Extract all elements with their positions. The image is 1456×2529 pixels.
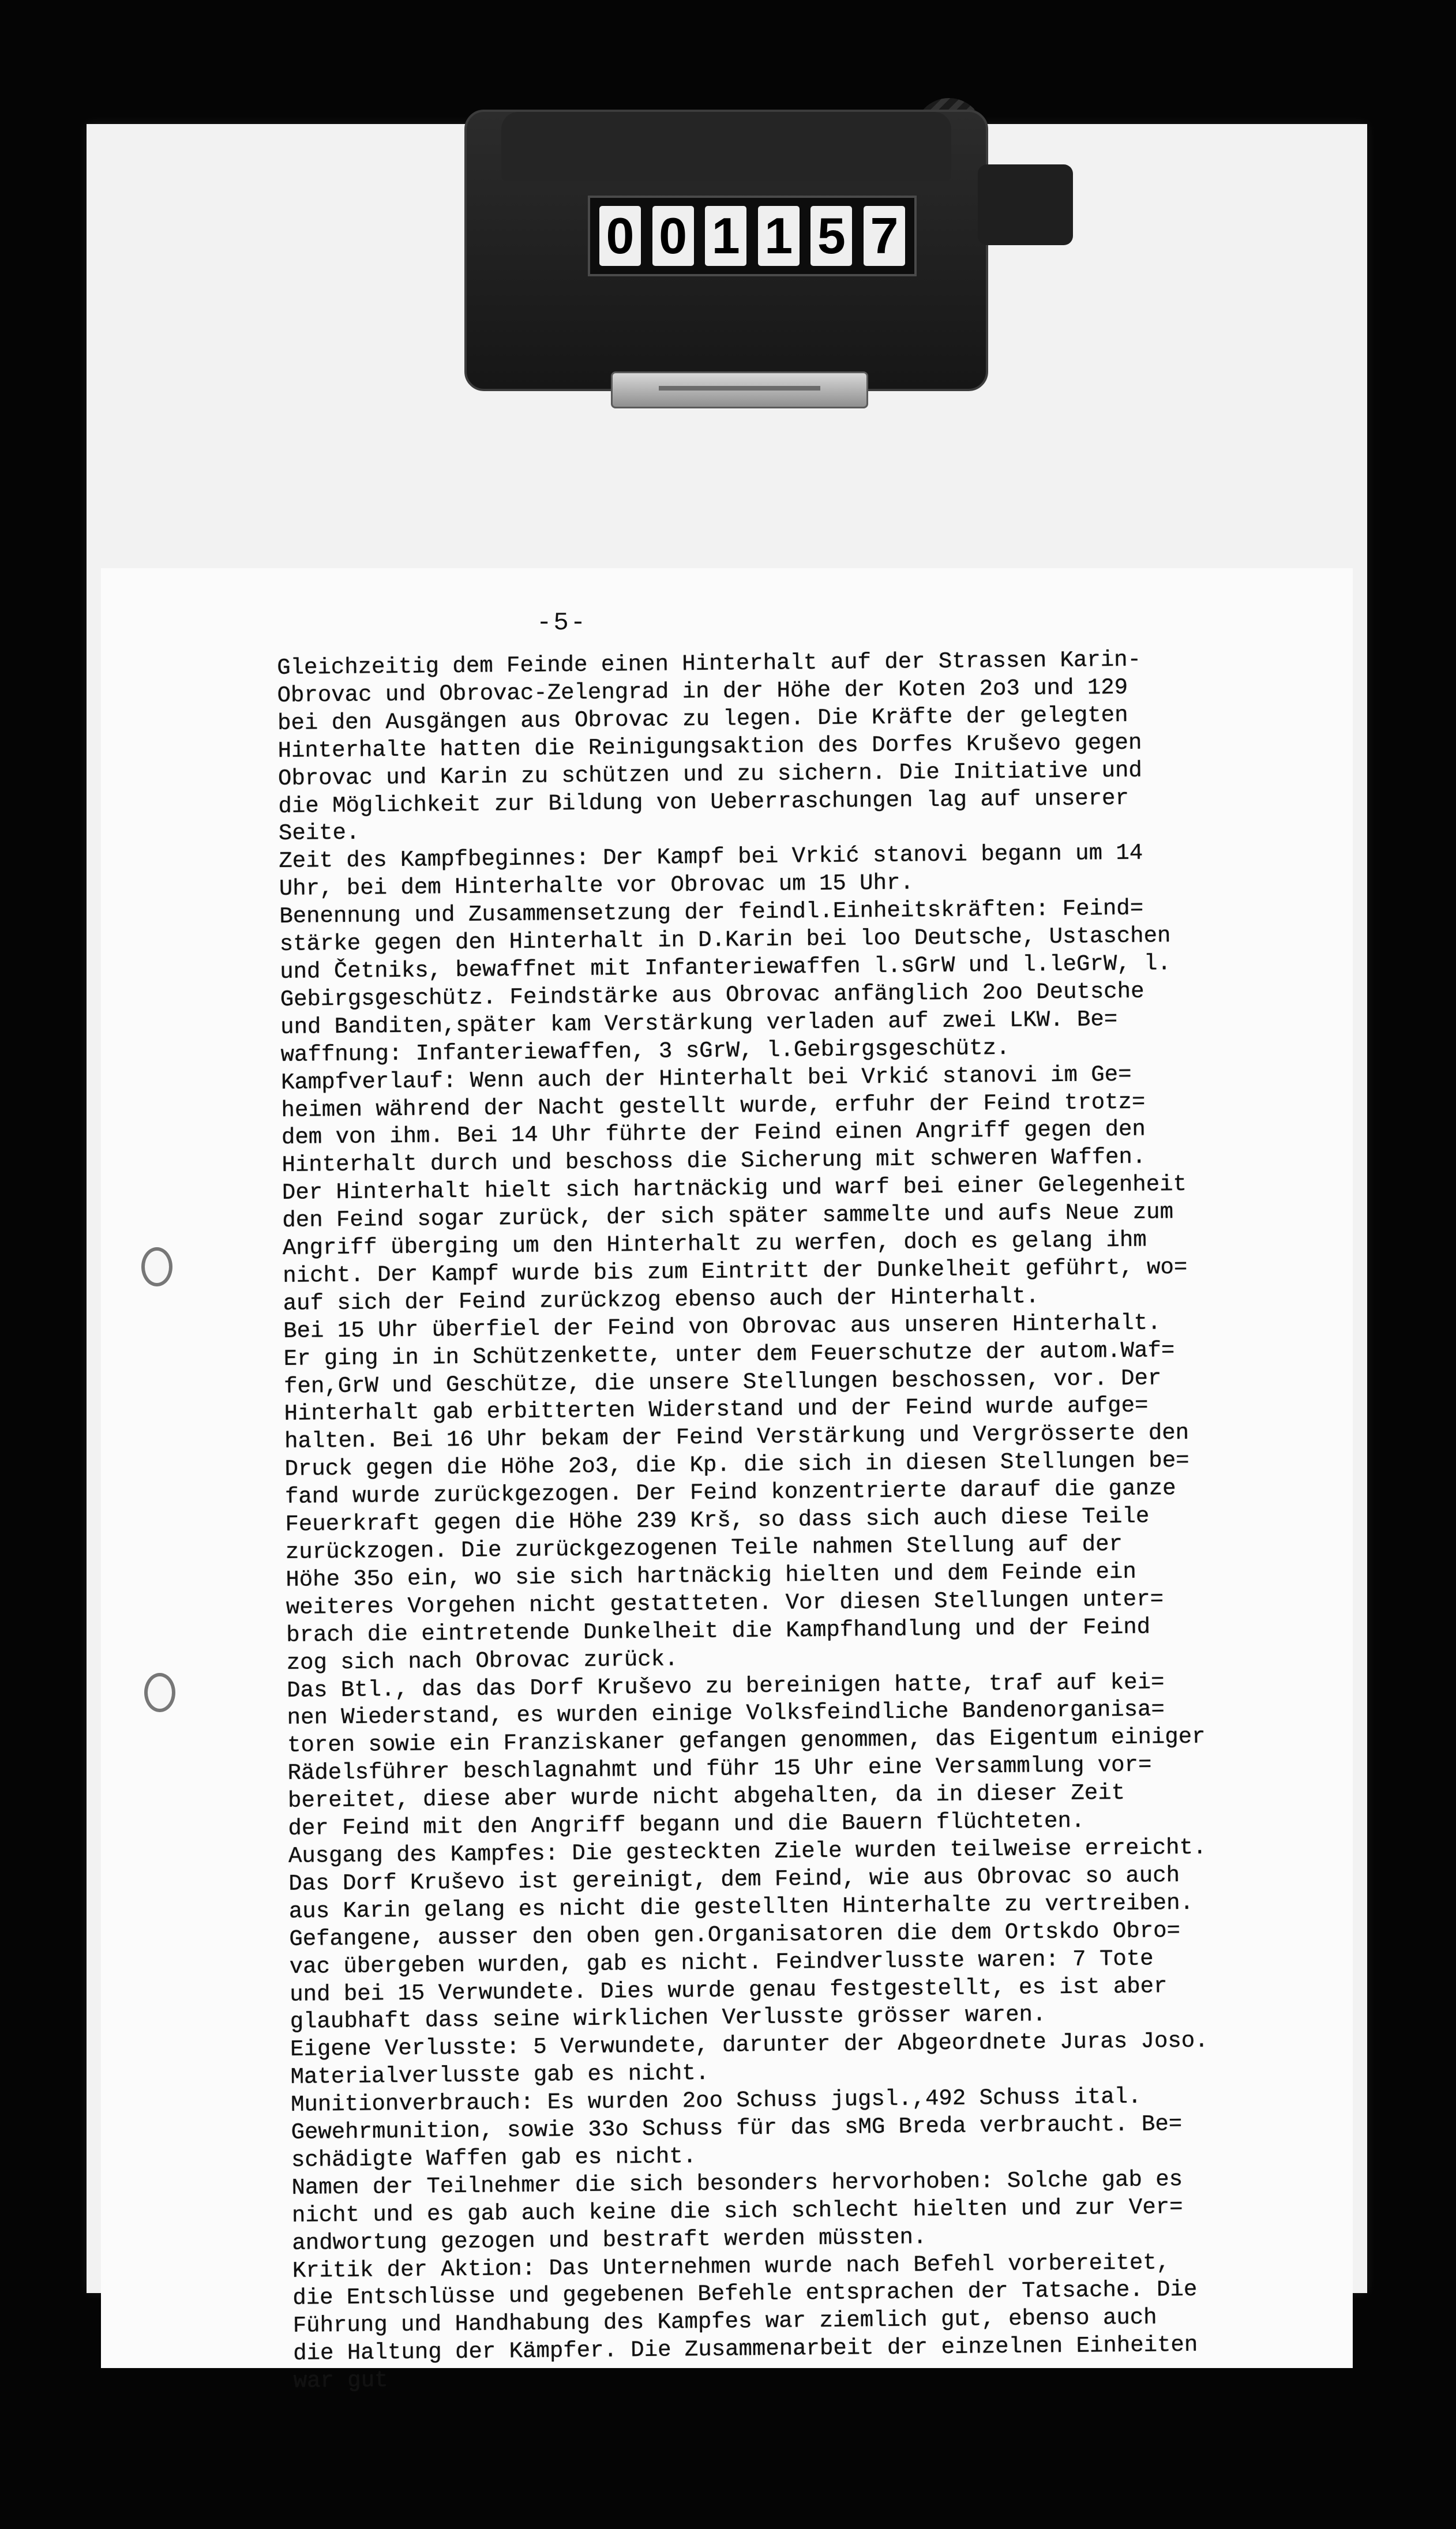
- text-line: Rädelsführer beschlagnahmt und führ 15 Uhr eine Versammlung vor=: [287, 1752, 1152, 1787]
- frame-counter-device: [464, 63, 1070, 404]
- counter-digit: 5: [810, 206, 852, 266]
- text-line: Uhr, bei dem Hinterhalte vor Obrovac um 15 Uhr.: [279, 870, 914, 902]
- text-line: Kritik der Aktion: Das Unternehmen wurde nach Befehl vorbereitet,: [292, 2249, 1170, 2284]
- text-line: Gleichzeitig dem Feinde einen Hinterhalt auf der Strassen Karin-: [277, 647, 1142, 681]
- counter-nameplate: [611, 372, 868, 408]
- page-number: -5-: [536, 609, 588, 637]
- text-line: schädigte Waffen gab es nicht.: [291, 2144, 697, 2173]
- text-line: weiteres Vorgehen nicht gestatteten. Vor diesen Stellungen unter=: [286, 1586, 1164, 1620]
- text-line: Gebirgsgeschütz. Feindstärke aus Obrovac anfänglich 2oo Deutsche: [280, 978, 1144, 1012]
- text-line: stärke gegen den Hinterhalt in D.Karin bei loo Deutsche, Ustaschen: [279, 923, 1171, 958]
- counter-digit: 0: [599, 206, 641, 266]
- text-line: und Banditen,später kam Verstärkung verladen auf zwei LKW. Be=: [280, 1006, 1118, 1040]
- text-line: Obrovac und Karin zu schützen und zu sichern. Die Initiative und: [277, 757, 1143, 791]
- counter-reset-knob: [978, 164, 1073, 245]
- text-line: auf sich der Feind zurückzog ebenso auch der Hinterhalt.: [283, 1284, 1040, 1316]
- typed-report-text: [277, 644, 1378, 2396]
- text-line: Der Hinterhalt hielt sich hartnäckig und warf bei einer Gelegenheit: [282, 1172, 1187, 1206]
- text-line: Führung und Handhabung des Kampfes war ziemlich gut, ebenso auch: [292, 2305, 1157, 2339]
- text-line: war gut: [293, 2367, 388, 2395]
- text-line: Angriff überging um den Hinterhalt zu werfen, doch es gelang ihm: [282, 1227, 1147, 1261]
- text-line: glaubhaft dass seine wirklichen Verlusste grösser waren.: [290, 2002, 1046, 2035]
- text-line: Seite.: [278, 820, 360, 847]
- text-line: Munitionverbrauch: Es wurden 2oo Schuss jugsl.,492 Schuss ital.: [290, 2084, 1142, 2118]
- punch-hole: [144, 1673, 175, 1712]
- text-line: Zeit des Kampfbeginnes: Der Kampf bei Vrkić stanovi begann um 14: [279, 840, 1143, 875]
- text-line: Benennung und Zusammensetzung der feindl.Einheitskräften: Feind=: [279, 895, 1144, 930]
- text-line: fand wurde zurückgezogen. Der Feind konzentrierte darauf die ganze: [284, 1476, 1176, 1510]
- text-line: aus Karin gelang es nicht die gestellten Hinterhalte zu vertreiben.: [288, 1890, 1194, 1924]
- text-line: Feuerkraft gegen die Höhe 239 Krš, so dass sich auch diese Teile: [285, 1503, 1150, 1538]
- text-line: dem von ihm. Bei 14 Uhr führte der Feind einen Angriff gegen den: [281, 1116, 1146, 1151]
- text-line: die Möglichkeit zur Bildung von Ueberraschungen lag auf unserer: [278, 785, 1129, 819]
- counter-digit: 0: [652, 206, 694, 266]
- text-line: Materialverlusste gab es nicht.: [290, 2061, 710, 2091]
- text-line: heimen während der Nacht gestellt wurde, erfuhr der Feind trotz=: [281, 1089, 1146, 1123]
- text-line: Hinterhalte hatten die Reinigungsaktion des Dorfes Kruševo gegen: [277, 730, 1142, 764]
- text-line: bereitet, diese aber wurde nicht abgehalten, da in dieser Zeit: [287, 1780, 1125, 1814]
- text-line: der Feind mit den Angriff begann und die Bauern flüchteten.: [288, 1808, 1085, 1841]
- counter-digit-window: [588, 196, 917, 276]
- text-line: bei den Ausgängen aus Obrovac zu legen. Die Kräfte der gelegten: [277, 702, 1128, 736]
- text-line: Das Dorf Kruševo ist gereinigt, dem Feind, wie aus Obrovac so auch: [288, 1862, 1180, 1897]
- text-line: zog sich nach Obrovac zurück.: [286, 1646, 678, 1676]
- text-line: waffnung: Infanteriewaffen, 3 sGrW, l.Gebirgsgeschütz.: [280, 1035, 1010, 1068]
- text-line: andwortung gezogen und bestraft werden müssten.: [292, 2224, 927, 2256]
- text-line: toren sowie ein Franziskaner gefangen genommen, das Eigentum einiger: [287, 1724, 1206, 1759]
- text-line: und bei 15 Verwundete. Dies wurde genau festgestellt, es ist aber: [290, 1973, 1168, 2008]
- text-line: Ausgang des Kampfes: Die gesteckten Ziele wurden teilweise erreicht.: [288, 1834, 1207, 1869]
- text-line: Namen der Teilnehmer die sich besonders hervorhoben: Solche gab es: [291, 2166, 1183, 2201]
- text-line: halten. Bei 16 Uhr bekam der Feind Verstärkung und Vergrösserte den: [284, 1420, 1189, 1455]
- counter-body: [464, 110, 988, 391]
- text-line: Er ging in in Schützenkette, unter dem Feuerschutze der autom.Waf=: [283, 1337, 1175, 1372]
- text-line: Das Btl., das das Dorf Kruševo zu bereinigen hatte, traf auf kei=: [287, 1669, 1165, 1703]
- text-line: Hinterhalt gab erbitterten Widerstand und der Feind wurde aufge=: [284, 1393, 1149, 1427]
- text-line: Hinterhalt durch und beschoss die Sicherung mit schweren Waffen.: [282, 1144, 1146, 1179]
- counter-digit: 1: [758, 206, 800, 266]
- text-line: nen Wiederstand, es wurden einige Volksfeindliche Bandenorganisa=: [287, 1697, 1165, 1731]
- punch-hole: [141, 1247, 172, 1286]
- text-line: Bei 15 Uhr überfiel der Feind von Obrovac aus unseren Hinterhalt.: [283, 1310, 1161, 1344]
- text-line: fen,GrW und Geschütze, die unsere Stellungen beschossen, vor. Der: [283, 1365, 1162, 1399]
- text-line: Druck gegen die Höhe 2o3, die Kp. die sich in diesen Stellungen be=: [284, 1448, 1189, 1483]
- text-line: Kampfverlauf: Wenn auch der Hinterhalt bei Vrkić stanovi im Ge=: [280, 1061, 1132, 1095]
- counter-digit: 7: [864, 206, 905, 266]
- counter-top-housing: [501, 112, 951, 181]
- text-line: und Četniks, bewaffnet mit Infanteriewaffen l.sGrW und l.leGrW, l.: [280, 951, 1172, 985]
- text-line: Obrovac und Obrovac-Zelengrad in der Höhe der Koten 2o3 und 129: [277, 674, 1128, 708]
- text-line: nicht. Der Kampf wurde bis zum Eintritt der Dunkelheit geführt, wo=: [283, 1254, 1188, 1289]
- text-line: brach die eintretende Dunkelheit die Kampfhandlung und der Feind: [286, 1614, 1151, 1648]
- text-line: vac übergeben wurden, gab es nicht. Feindverlusste waren: 7 Tote: [289, 1946, 1154, 1980]
- text-line: die Entschlüsse und gegebenen Befehle entsprachen der Tatsache. Die: [292, 2277, 1198, 2312]
- text-line: den Feind sogar zurück, der sich später sammelte und aufs Neue zum: [282, 1199, 1174, 1234]
- text-line: die Haltung der Kämpfer. Die Zusammenarbeit der einzelnen Einheiten: [293, 2332, 1198, 2367]
- text-line: Eigene Verlusste: 5 Verwundete, darunter der Abgeordnete Juras Joso.: [290, 2028, 1209, 2063]
- counter-digit: 1: [705, 206, 746, 266]
- text-line: zurückzogen. Die zurückgezogenen Teile nahmen Stellung auf der: [285, 1532, 1123, 1565]
- text-line: Gewehrmunition, sowie 33o Schuss für das sMG Breda verbraucht. Be=: [291, 2111, 1183, 2145]
- text-line: nicht und es gab auch keine die sich schlecht hielten und zur Ver=: [291, 2194, 1183, 2228]
- text-line: Gefangene, ausser den oben gen.Organisatoren die dem Ortskdo Obro=: [289, 1918, 1181, 1952]
- text-line: Höhe 35o ein, wo sie sich hartnäckig hielten und dem Feinde ein: [286, 1559, 1136, 1593]
